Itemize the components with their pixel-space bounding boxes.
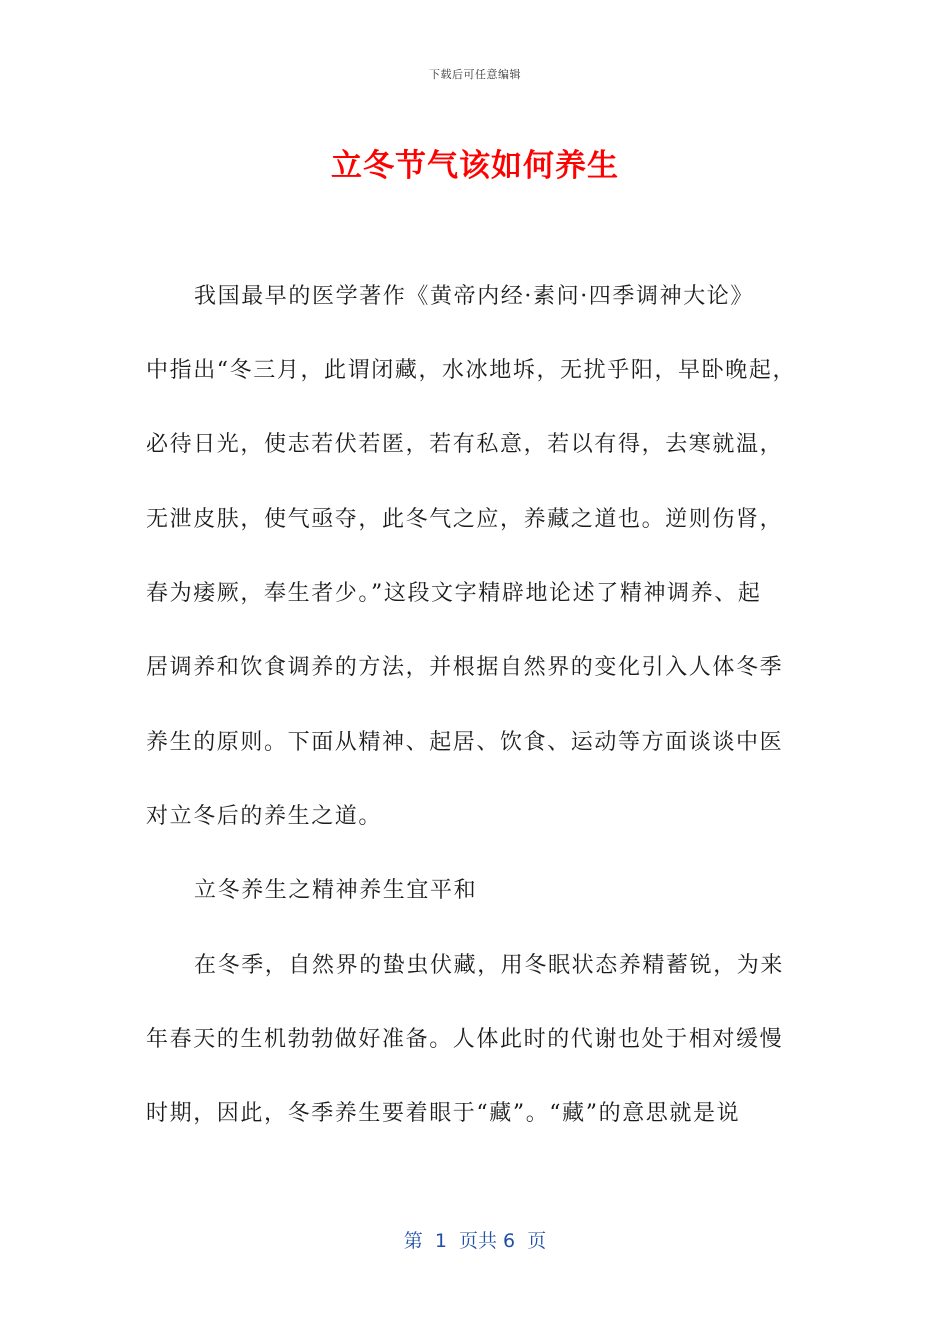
body-line-9: 在冬季，自然界的蛰虫伏藏，用冬眠状态养精蓄锐，为来 [194, 953, 785, 978]
body-line-5: 春为痿厥，奉生者少。”这段文字精辟地论述了精神调养、起 [146, 581, 762, 606]
body-line-2: 中指出“冬三月，此谓闭藏，水冰地坼，无扰乎阳，早卧晚起， [146, 358, 797, 383]
download-note: 下载后可任意编辑 [429, 68, 521, 81]
body-line-11: 时期，因此，冬季养生要着眼于“藏”。“藏”的意思就是说 [146, 1101, 741, 1126]
body-line-3: 必待日光，使志若伏若匿，若有私意，若以有得，去寒就温， [146, 432, 784, 457]
body-line-7: 养生的原则。下面从精神、起居、饮食、运动等方面谈谈中医 [146, 730, 784, 755]
body-line-4: 无泄皮肤，使气亟夺，此冬气之应，养藏之道也。逆则伤肾， [146, 507, 784, 532]
document-title: 立冬节气该如何养生 [331, 148, 619, 184]
body-line-6: 居调养和饮食调养的方法，并根据自然界的变化引入人体冬季 [146, 655, 784, 680]
body-line-8: 对立冬后的养生之道。 [146, 804, 383, 829]
body-line-10: 年春天的生机勃勃做好准备。人体此时的代谢也处于相对缓慢 [146, 1027, 784, 1052]
body-line-1: 我国最早的医学著作《黄帝内经·素问·四季调神大论》 [194, 284, 754, 309]
section-heading: 立冬养生之精神养生宜平和 [194, 878, 478, 903]
page-number-footer: 第 1 页共 6 页 [403, 1230, 547, 1252]
